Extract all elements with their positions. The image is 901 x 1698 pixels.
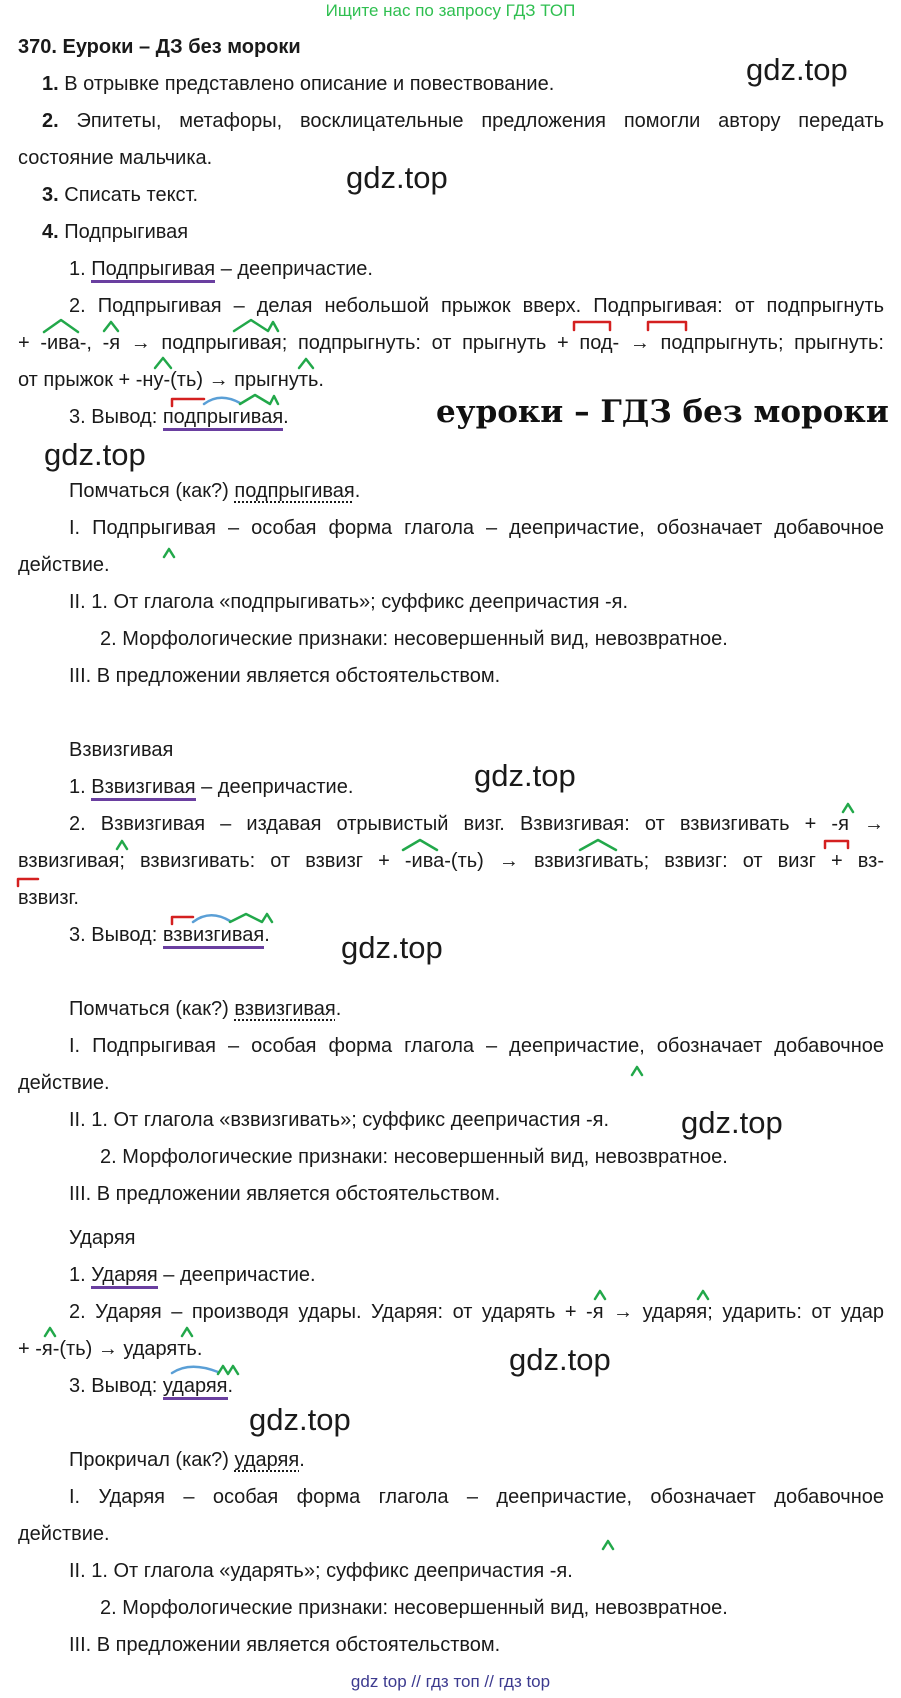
w2-point-1: 1. Взвизгивая – деепричастие. bbox=[69, 775, 353, 799]
w2-point-2c: взвизг. bbox=[18, 887, 79, 909]
watermark: gdz.top bbox=[249, 1402, 351, 1437]
item-2 bbox=[18, 109, 884, 133]
suffix-mark bbox=[234, 320, 278, 331]
w3-point-2a bbox=[18, 1300, 884, 1324]
watermark: gdz.top bbox=[474, 758, 576, 793]
question-text: Помчаться (как?) bbox=[69, 998, 235, 1020]
w2-morph-1a bbox=[18, 1034, 884, 1058]
w2-point-2b: взвизгивая; взвизгивать: от взвизг + -ива-(ть) → взвизгивать; взвизг: от визг + вз- bbox=[18, 850, 884, 872]
analyzed-word: Взвизгивая bbox=[91, 776, 195, 801]
w1-point-2a bbox=[18, 294, 884, 318]
suffix-mark bbox=[45, 1328, 55, 1336]
analyzed-word: Подпрыгивая bbox=[91, 258, 215, 283]
w2-morph-2: II. 1. От глагола «взвизгивать»; суффикс деепричастия -я. bbox=[69, 1109, 610, 1131]
suffix-mark bbox=[218, 1366, 238, 1374]
item-number: 1. bbox=[42, 73, 59, 95]
suffix-mark bbox=[632, 1067, 642, 1075]
question-word: ударяя bbox=[234, 1449, 300, 1471]
analyzed-word: ударяя bbox=[163, 1375, 228, 1400]
suffix-mark bbox=[164, 549, 174, 557]
page-title: 370. Еуроки – ДЗ без мороки bbox=[18, 36, 301, 58]
w1-morph-2: II. 1. От глагола «подпрыгивать»; суффикс деепричастия -я. bbox=[69, 591, 629, 613]
analyzed-word: подпрыгивая bbox=[163, 406, 283, 431]
suffix-mark bbox=[104, 322, 118, 331]
item-1 bbox=[42, 72, 554, 96]
w3-point-3 bbox=[69, 1374, 233, 1398]
question-text: Помчаться (как?) bbox=[69, 480, 235, 502]
point-text: 2. Ударяя – производя удары. Ударяя: от ударять + -я → ударяя; ударить: от удар bbox=[69, 1301, 884, 1323]
analyzed-word: Ударяя bbox=[91, 1264, 158, 1289]
suffix-mark bbox=[230, 914, 272, 922]
prefix-mark bbox=[825, 841, 848, 848]
point-label: 3. Вывод: bbox=[69, 1375, 163, 1397]
point-text: 2. Подпрыгивая – делая небольшой прыжок вверх. Подпрыгивая: от подпрыгнуть bbox=[69, 295, 884, 317]
item-number: 2. bbox=[42, 110, 59, 132]
w1-point-3 bbox=[69, 405, 289, 429]
watermark: gdz.top bbox=[509, 1342, 611, 1377]
w3-morph-1b: действие. bbox=[18, 1523, 110, 1545]
watermark: gdz.top bbox=[44, 437, 146, 472]
prefix-mark bbox=[574, 322, 610, 330]
item-text: В отрывке представлено описание и повествование. bbox=[64, 73, 555, 95]
morph-text: I. Подпрыгивая – особая форма глагола – деепричастие, обозначает добавочное bbox=[69, 517, 884, 539]
suffix-mark bbox=[603, 1541, 613, 1549]
brand-caption: еуроки – ГДЗ без мороки bbox=[436, 394, 889, 430]
root-mark bbox=[193, 915, 230, 922]
suffix-mark bbox=[240, 395, 278, 404]
punct: . bbox=[354, 480, 361, 502]
suffix-mark bbox=[595, 1291, 605, 1299]
prefix-mark bbox=[648, 322, 686, 330]
point-text: – деепричастие. bbox=[157, 1264, 316, 1286]
footer-links[interactable]: gdz top // гдз топ // гдз top bbox=[350, 1672, 551, 1691]
item-text: Списать текст. bbox=[64, 184, 199, 206]
morph-text: I. Подпрыгивая – особая форма глагола – деепричастие, обозначает добавочное bbox=[69, 1035, 884, 1057]
question-text: Прокричал (как?) bbox=[69, 1449, 235, 1471]
w1-point-2b: + -ива-, -я → подпрыгивая; подпрыгнуть: от прыгнуть + под- → подпрыгнуть; прыгнуть: bbox=[18, 332, 884, 354]
item-text: Подпрыгивая bbox=[64, 221, 189, 243]
w3-point-2b: + -я-(ть) → ударять. bbox=[18, 1338, 203, 1360]
item-number: 3. bbox=[42, 184, 59, 206]
morph-text: I. Ударяя – особая форма глагола – деепричастие, обозначает добавочное bbox=[69, 1486, 884, 1508]
w2-point-2a bbox=[18, 812, 884, 836]
punct: . bbox=[299, 1449, 305, 1471]
suffix-mark bbox=[299, 359, 313, 368]
suffix-mark bbox=[155, 358, 171, 368]
analyzed-word: взвизгивая bbox=[163, 924, 264, 949]
punct: . bbox=[283, 406, 289, 428]
w3-morph-1a bbox=[18, 1485, 884, 1509]
w1-question bbox=[69, 479, 360, 503]
watermark: gdz.top bbox=[341, 930, 443, 965]
w2-morph-4: III. В предложении является обстоятельством. bbox=[69, 1183, 501, 1205]
w3-question bbox=[69, 1448, 305, 1472]
w1-morph-4: III. В предложении является обстоятельством. bbox=[69, 665, 501, 687]
item-number: 4. bbox=[42, 221, 59, 243]
w1-point-1: 1. Подпрыгивая – деепричастие. bbox=[69, 257, 373, 281]
item-2-cont: состояние мальчика. bbox=[18, 147, 213, 169]
w1-morph-1a bbox=[18, 516, 884, 540]
w2-morph-1b: действие. bbox=[18, 1072, 110, 1094]
w3-morph-4: III. В предложении является обстоятельством. bbox=[69, 1634, 501, 1656]
prefix-mark bbox=[18, 879, 38, 886]
w1-morph-3: 2. Морфологические признаки: несовершенный вид, невозвратное. bbox=[100, 628, 728, 650]
w1-point-2c: от прыжок + -ну-(ть) → прыгнуть. bbox=[18, 369, 324, 391]
point-text: 2. Взвизгивая – издавая отрывистый визг. Взвизгивая: от взвизгивать + -я → bbox=[69, 813, 884, 835]
search-banner[interactable]: Ищите нас по запросу ГДЗ ТОП bbox=[325, 1, 576, 20]
w2-heading: Взвизгивая bbox=[69, 739, 174, 761]
point-label: 3. Вывод: bbox=[69, 924, 163, 946]
item-text: Эпитеты, метафоры, восклицательные предложения помогли автору передать bbox=[76, 110, 884, 132]
w2-morph-3: 2. Морфологические признаки: несовершенный вид, невозвратное. bbox=[100, 1146, 728, 1168]
punct: . bbox=[227, 1375, 234, 1397]
point-text: – деепричастие. bbox=[215, 258, 373, 280]
w3-point-1: 1. Ударяя – деепричастие. bbox=[69, 1263, 316, 1287]
question-word: подпрыгивая bbox=[234, 480, 355, 502]
suffix-mark bbox=[182, 1328, 192, 1336]
punct: . bbox=[335, 998, 342, 1020]
w2-point-3 bbox=[69, 923, 270, 947]
w3-morph-3: 2. Морфологические признаки: несовершенный вид, невозвратное. bbox=[100, 1597, 728, 1619]
w1-morph-1b: действие. bbox=[18, 554, 110, 576]
w3-heading: Ударяя bbox=[69, 1227, 136, 1249]
punct: . bbox=[264, 924, 270, 946]
item-4 bbox=[42, 220, 188, 244]
watermark: gdz.top bbox=[746, 52, 848, 87]
point-text: – деепричастие. bbox=[195, 776, 354, 798]
w2-question bbox=[69, 997, 341, 1021]
watermark: gdz.top bbox=[681, 1105, 783, 1140]
suffix-mark bbox=[698, 1291, 708, 1299]
suffix-mark bbox=[843, 804, 853, 812]
point-label: 3. Вывод: bbox=[69, 406, 163, 428]
question-word: взвизгивая bbox=[234, 998, 336, 1020]
w3-morph-2: II. 1. От глагола «ударять»; суффикс деепричастия -я. bbox=[69, 1560, 573, 1582]
suffix-mark bbox=[117, 841, 127, 849]
root-mark bbox=[204, 398, 240, 404]
item-3 bbox=[42, 183, 198, 207]
watermark: gdz.top bbox=[346, 160, 448, 195]
root-mark bbox=[172, 1367, 218, 1373]
